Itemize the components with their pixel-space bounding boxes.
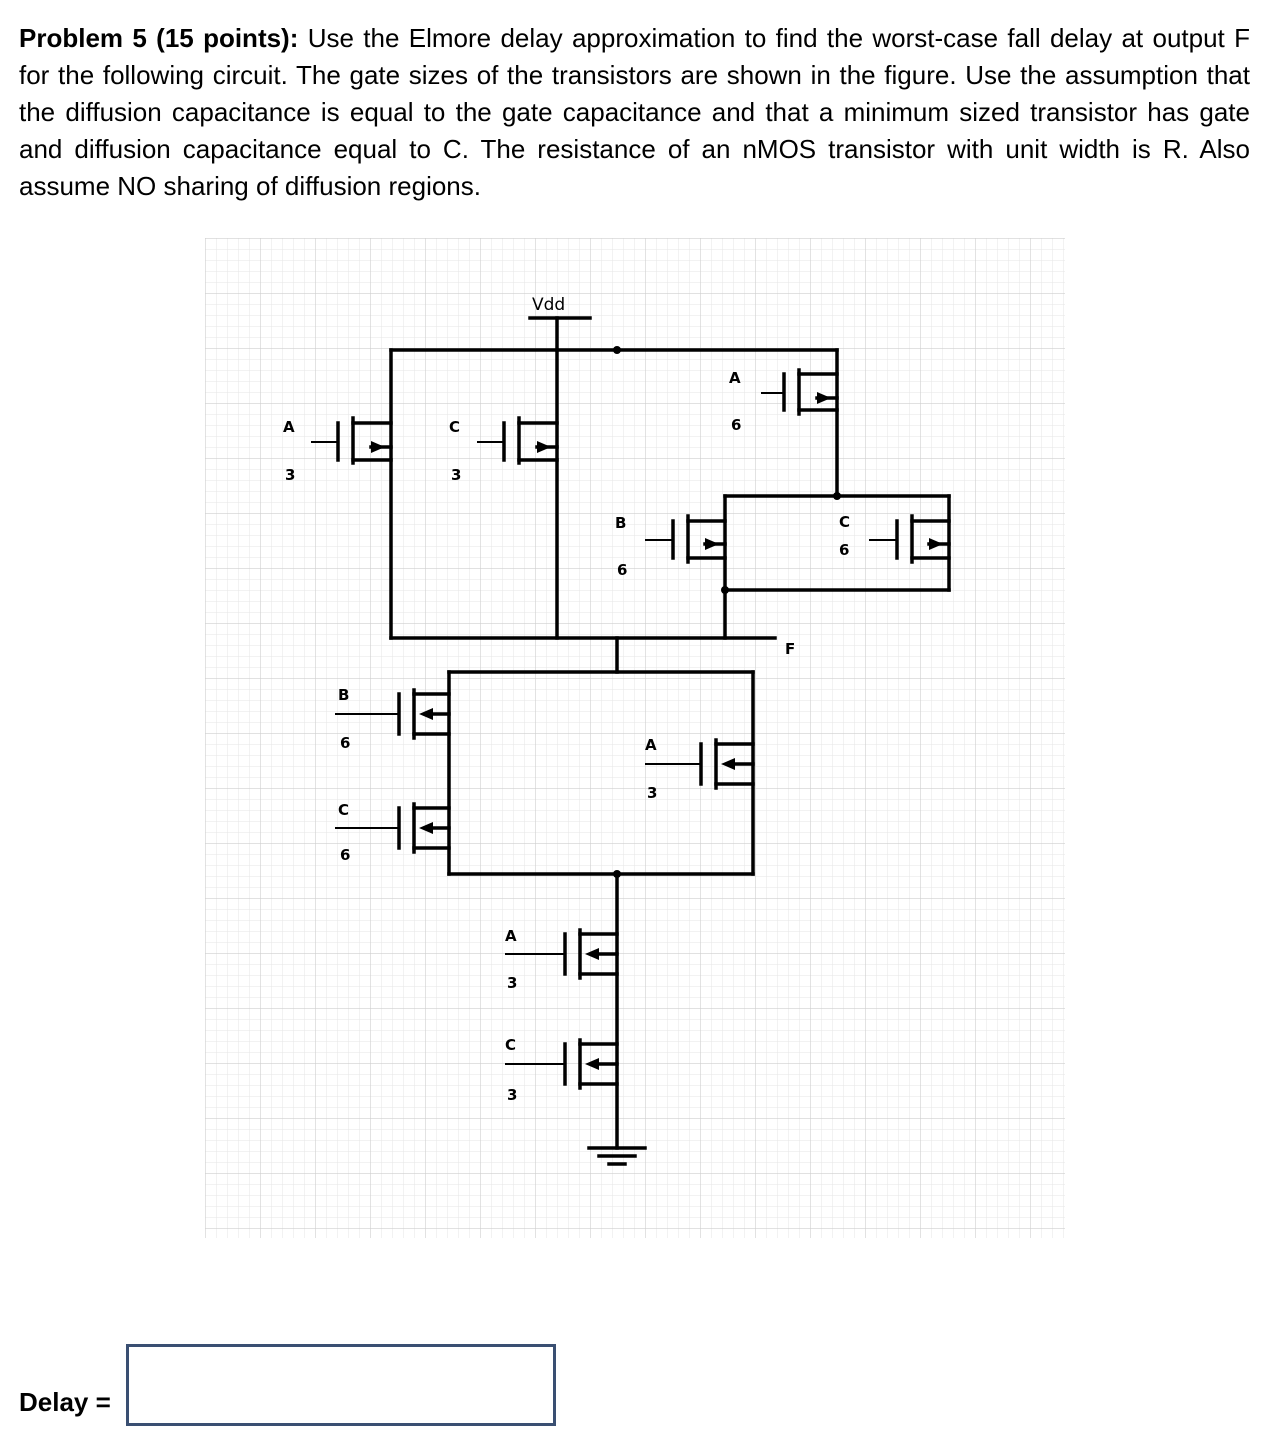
problem-text: Use the Elmore delay approximation to find the worst-case fall delay at output F for the following circuit. The gate sizes of the transistors are shown in the figure. Use the assumption that the diffusion capacitance is equal to the gate capacitance and that a minimum sized transistor has gate and diffusion capacitance equal to C. The resistance of an nMOS transistor with unit width is R. Also assume NO sharing of diffusion regions.: [19, 23, 1250, 201]
nmos-a3-parallel-input: A: [645, 736, 657, 754]
pmos-c3-size: 3: [451, 466, 462, 484]
pmos-c6-input: C: [839, 513, 851, 531]
nmos-c6-size: 6: [340, 846, 351, 864]
pmos-b6-size: 6: [617, 561, 628, 579]
problem-statement: [19, 20, 1250, 205]
delay-label: Delay =: [19, 1387, 111, 1417]
pmos-a6-input: A: [729, 369, 741, 387]
nmos-c3-series-input: C: [505, 1036, 517, 1054]
nmos-a3-series-size: 3: [507, 974, 518, 992]
pmos-a3-size: 3: [285, 466, 296, 484]
nmos-c6-input: C: [338, 801, 350, 819]
output-f-label: F: [785, 640, 796, 658]
pmos-c6-size: 6: [839, 541, 850, 559]
nmos-a3-parallel-size: 3: [647, 784, 658, 802]
nmos-c3-series-size: 3: [507, 1086, 518, 1104]
nmos-a3-series-input: A: [505, 927, 517, 945]
pmos-a3-input: A: [283, 418, 295, 436]
vdd-label: Vdd: [532, 295, 566, 315]
pmos-c3-input: C: [449, 418, 461, 436]
pmos-b6-input: B: [615, 514, 627, 532]
pmos-a6-size: 6: [731, 416, 742, 434]
nmos-b6-input: B: [338, 686, 350, 704]
problem-heading: Problem 5 (15 points):: [19, 23, 299, 53]
nmos-b6-size: 6: [340, 734, 351, 752]
delay-answer-box[interactable]: [126, 1344, 556, 1426]
grid-background: [205, 238, 1065, 1238]
cmos-circuit-diagram: [205, 238, 1065, 1238]
